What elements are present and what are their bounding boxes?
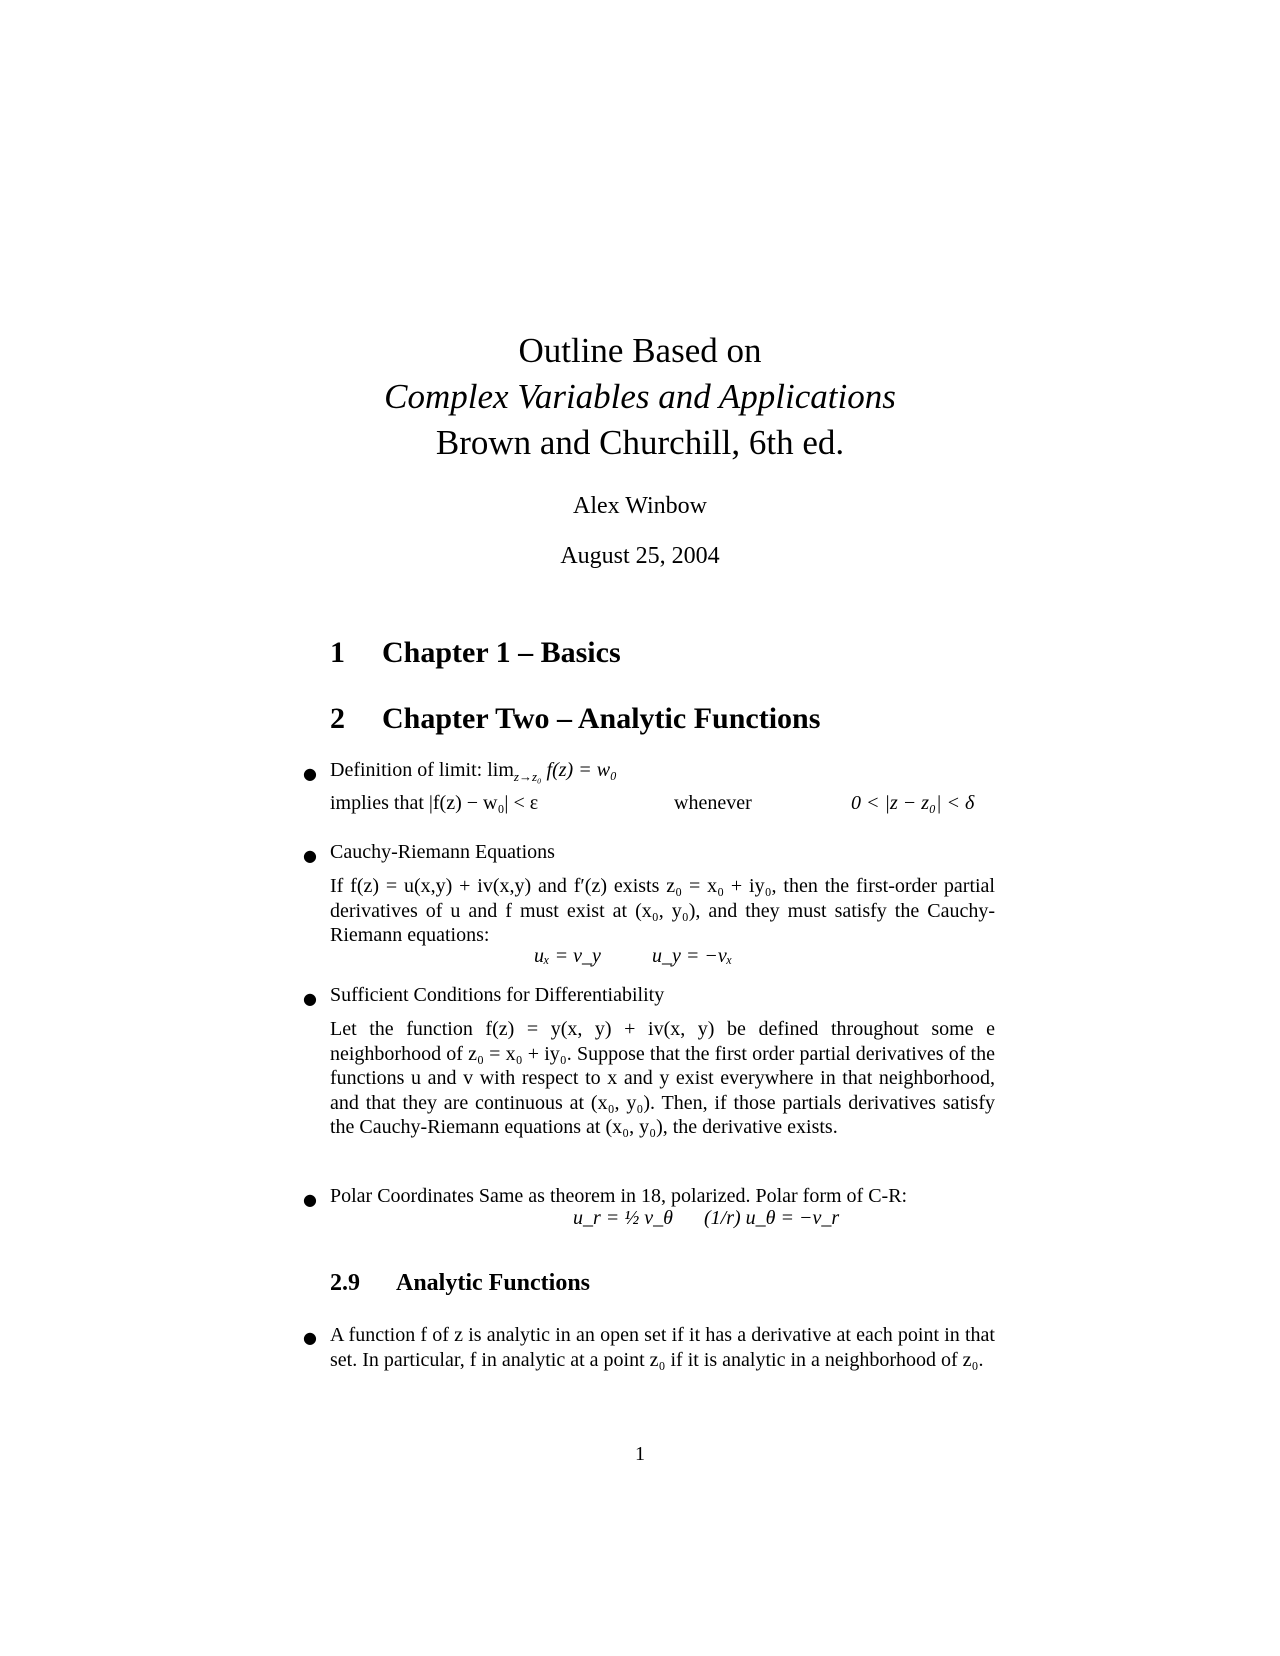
subsection-title: Analytic Functions xyxy=(396,1270,591,1296)
cauchy-eq2: u_y = −vₓ xyxy=(652,945,733,967)
sufficient-body: Let the function f(z) = y(x, y) + iv(x, y) be defined throughout some e neighborhood of z₀ = x₀ + iy₀. Suppose that the first order partial derivatives of the functions u and v with respect to x and y exist everywhere in that neighborhood, and that they are continuous at (x₀, y₀). Then, if those partials derivatives satisfy the Cauchy-Riemann equations at (x₀, y₀), the derivative exists. xyxy=(330,1018,995,1138)
analytic-body: A function f of z is analytic in an open set if it has a derivative at each point in that set. In particular, f in analytic at a point z₀ if it is analytic in a neighborhood of z₀. xyxy=(330,1324,995,1371)
limit-condition: 0 < |z − z₀| < δ xyxy=(851,792,975,814)
limit-implies: implies that |f(z) − w₀| < ε xyxy=(330,792,539,814)
limit-heading xyxy=(330,759,617,785)
section-number: 1 xyxy=(330,636,345,669)
subsection-2-9-heading xyxy=(330,1270,590,1297)
section-title: Chapter 1 – Basics xyxy=(382,636,621,669)
title-line-2: Complex Variables and Applications xyxy=(384,377,896,416)
bullet-icon: ● xyxy=(303,764,317,783)
page-number: 1 xyxy=(635,1443,645,1465)
limit-heading-text: Definition of limit: lim xyxy=(330,759,514,781)
date: August 25, 2004 xyxy=(560,543,720,569)
sufficient-heading: Sufficient Conditions for Differentiability xyxy=(330,984,665,1006)
title-line-1: Outline Based on xyxy=(518,331,762,370)
section-number: 2 xyxy=(330,702,345,735)
subsection-number: 2.9 xyxy=(330,1270,360,1296)
cauchy-eq1: uₓ = v_y xyxy=(534,945,601,967)
section-1-heading xyxy=(330,636,621,670)
author: Alex Winbow xyxy=(573,493,707,519)
polar-eq2: (1/r) u_θ = −v_r xyxy=(704,1207,840,1229)
polar-heading: Polar Coordinates Same as theorem in 18, polarized. Polar form of C-R: xyxy=(330,1185,908,1207)
cauchy-body: If f(z) = u(x,y) + iv(x,y) and f′(z) exists z₀ = x₀ + iy₀, then the first-order partial derivatives of u and f must exist at (x₀, y₀), and they must satisfy the Cauchy-Riemann equations: xyxy=(330,875,995,946)
section-2-heading xyxy=(330,702,820,736)
title-block xyxy=(0,328,1280,466)
bullet-icon: ● xyxy=(303,1328,317,1347)
limit-whenever: whenever xyxy=(674,792,752,814)
title-line-3: Brown and Churchill, 6th ed. xyxy=(435,423,845,462)
bullet-icon: ● xyxy=(303,846,317,865)
bullet-icon: ● xyxy=(303,1190,317,1209)
limit-expression: f(z) = w₀ xyxy=(541,759,617,781)
bullet-icon: ● xyxy=(303,989,317,1008)
section-title: Chapter Two – Analytic Functions xyxy=(382,702,821,735)
cauchy-heading: Cauchy-Riemann Equations xyxy=(330,841,555,863)
polar-eq1: u_r = ½ v_θ xyxy=(573,1207,673,1229)
limit-subscript: z→z₀ xyxy=(513,769,542,784)
